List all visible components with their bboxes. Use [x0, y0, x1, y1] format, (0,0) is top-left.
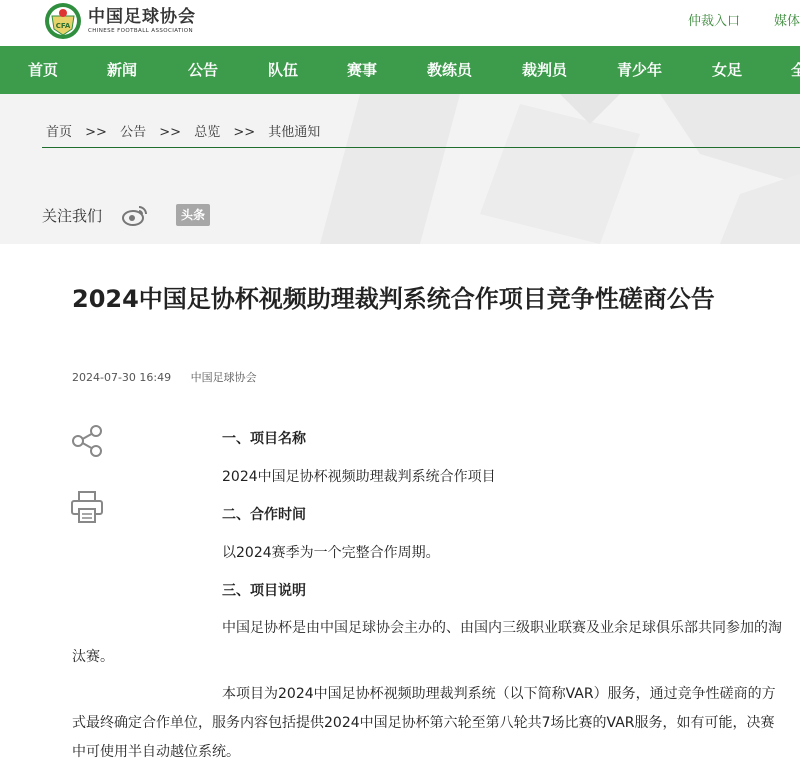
- paragraph-text: [72, 614, 782, 672]
- top-links: [654, 10, 800, 29]
- article-date: 2024-07-30 16:49: [72, 371, 172, 384]
- section-text: 以2024赛季为一个完整合作周期。: [222, 545, 440, 561]
- nav-item-teams[interactable]: 队伍: [268, 61, 299, 79]
- breadcrumb-separator: >>: [159, 125, 182, 140]
- section-text: 2024中国足协杯视频助理裁判系统合作项目: [222, 469, 496, 485]
- nav-item-all[interactable]: 全: [791, 61, 806, 79]
- print-icon[interactable]: [70, 490, 104, 524]
- breadcrumb-home[interactable]: 首页: [46, 125, 73, 140]
- toutiao-icon[interactable]: 头条: [176, 204, 210, 226]
- article-body: [222, 424, 782, 602]
- nav-item-news[interactable]: 新闻: [107, 61, 138, 79]
- weibo-icon[interactable]: [122, 204, 148, 226]
- breadcrumb-divider: [42, 147, 800, 148]
- follow-us: [42, 204, 210, 226]
- section-heading: 一、项目名称: [222, 431, 306, 447]
- follow-label: 关注我们: [42, 206, 103, 225]
- nav-item-referees[interactable]: 裁判员: [522, 61, 568, 79]
- section-heading: 二、合作时间: [222, 507, 306, 523]
- share-icon[interactable]: [70, 424, 104, 458]
- nav-item-youth[interactable]: 青少年: [617, 61, 663, 79]
- logo-text: [88, 7, 196, 35]
- breadcrumb-separator: >>: [85, 125, 107, 140]
- nav-item-home[interactable]: 首页: [28, 61, 59, 79]
- paragraph-text-span: 中国足协杯是由中国足球协会主办的、由国内三级职业联赛及业余足球俱乐部共同参加的淘汰赛。: [72, 620, 782, 665]
- top-header: [0, 0, 800, 46]
- cfa-logo[interactable]: [44, 2, 196, 40]
- nav-item-notices[interactable]: 公告: [188, 61, 219, 79]
- breadcrumb-notices[interactable]: 公告: [120, 125, 147, 140]
- article-card: [42, 244, 800, 770]
- article-paragraphs: [72, 614, 782, 767]
- main-nav: [0, 46, 806, 94]
- article-meta: [72, 369, 257, 385]
- breadcrumb-overview[interactable]: 总览: [194, 125, 221, 140]
- nav-item-events[interactable]: 赛事: [347, 61, 378, 79]
- arbitration-link[interactable]: 仲裁入口: [687, 14, 740, 29]
- article-title: 2024中国足协杯视频助理裁判系统合作项目竞争性磋商公告: [72, 285, 715, 313]
- breadcrumb: [46, 121, 329, 140]
- paragraph-text-span: 本项目为2024中国足协杯视频助理裁判系统（以下简称VAR）服务，通过竞争性磋商的方式最终确定合作单位，服务内容包括提供2024中国足协杯第六轮至第八轮共7场比赛的VAR服务，如有可能，决赛中可使用半自动越位系统。: [72, 686, 776, 760]
- nav-item-women[interactable]: 女足: [712, 61, 743, 79]
- paragraph-text: [72, 680, 782, 767]
- breadcrumb-separator: >>: [233, 125, 256, 140]
- emblem-text: CFA: [55, 22, 71, 30]
- article-source: 中国足球协会: [190, 371, 257, 384]
- breadcrumb-other-notices[interactable]: 其他通知: [268, 125, 321, 140]
- nav-item-coaches[interactable]: 教练员: [427, 61, 473, 79]
- cfa-emblem-icon: [44, 2, 82, 40]
- logo-english: CHINESE FOOTBALL ASSOCIATION: [88, 28, 193, 34]
- section-heading: 三、项目说明: [222, 583, 306, 599]
- logo-chinese: 中国足球协会: [88, 7, 196, 27]
- media-link[interactable]: 媒体: [773, 14, 800, 29]
